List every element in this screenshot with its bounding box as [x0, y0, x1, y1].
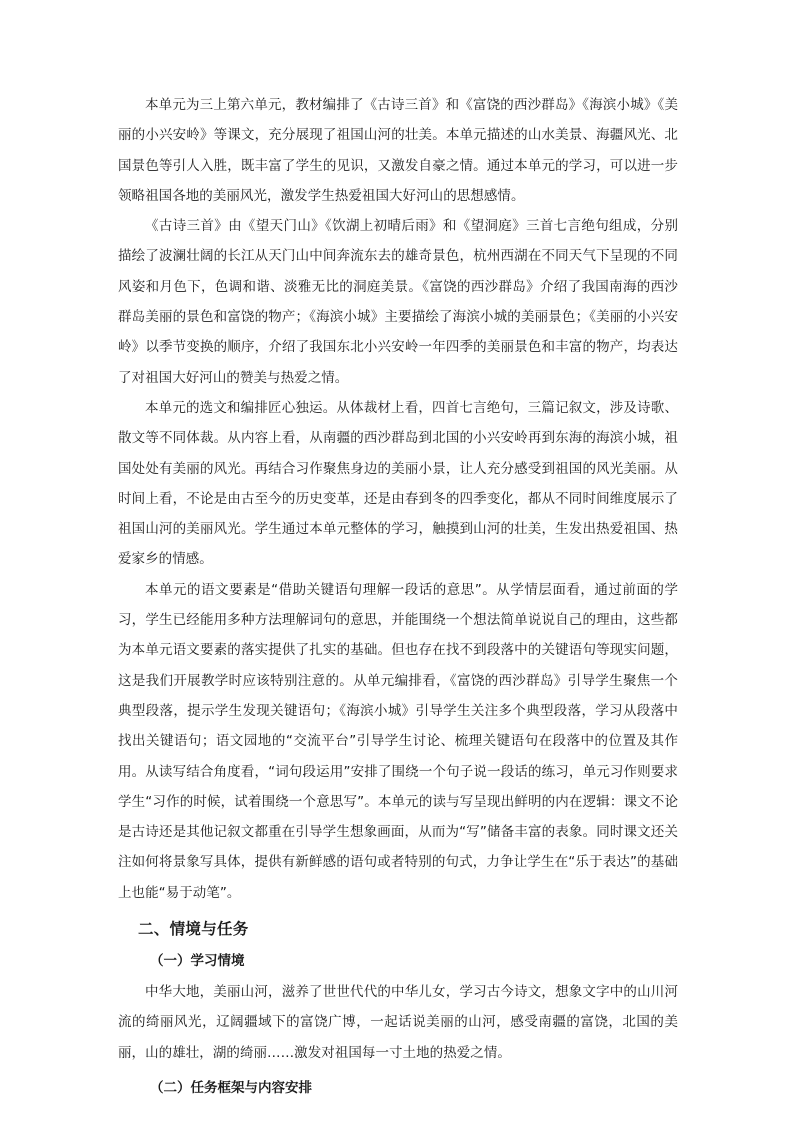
- subheading-learning-situation: （一）学习情境: [150, 953, 245, 970]
- intro-paragraph-3: 本单元的选文和编排匠心独运。从体裁材上看，四首七言绝句，三篇记叙文，涉及诗歌、散文等不同体裁。从内容上看，从南疆的西沙群岛到北国的小兴安岭再到东海的海滨小城，祖国处处有美丽的风光。再结合习作聚焦身边的美丽小景，让人充分感受到祖国的风光美丽。从时间上看，不论是由古至今的历史变革，还是由春到冬的四季变化，都从不同时间维度展示了祖国山河的美丽风光。学生通过本单元整体的学习，触摸到山河的壮美，生发出热爱祖国、热爱家乡的情感。: [118, 399, 678, 568]
- subheading-task-framework: （二）任务框架与内容安排: [150, 1079, 312, 1096]
- learning-situation-paragraph: 中华大地，美丽山河，滋养了世世代代的中华儿女，学习古今诗文，想象文字中的山川河流的绮丽风光，辽阔疆域下的富饶广博，一起话说美丽的山河，感受南疆的富饶，北国的美丽，山的雄壮，湖的绮丽……激发对祖国每一寸土地的热爱之情。: [118, 984, 678, 1061]
- intro-paragraph-1: 本单元为三上第六单元，教材编排了《古诗三首》和《富饶的西沙群岛》《海滨小城》《美丽的小兴安岭》等课文，充分展现了祖国山河的壮美。本单元描述的山水美景、海疆风光、北国景色等引人入胜，既丰富了学生的见识，又激发自豪之情。通过本单元的学习，可以进一步领略祖国各地的美丽风光，激发学生热爱祖国大好河山的思想感情。: [118, 97, 678, 204]
- intro-paragraph-2: 《古诗三首》由《望天门山》《饮湖上初晴后雨》和《望洞庭》三首七言绝句组成，分别描绘了波澜壮阔的长江从天门山中间奔流东去的雄奇景色，杭州西湖在不同天气下呈现的不同风姿和月色下，色调和谐、淡雅无比的洞庭美景。《富饶的西沙群岛》介绍了我国南海的西沙群岛美丽的景色和富饶的物产；《海滨小城》主要描绘了海滨小城的美丽景色；《美丽的小兴安岭》以季节变换的顺序，介绍了我国东北小兴安岭一年四季的美丽景色和丰富的物产，均表达了对祖国大好河山的赞美与热爱之情。: [118, 218, 678, 386]
- section-heading-situation-task: 二、情境与任务: [138, 920, 249, 939]
- intro-paragraph-4: 本单元的语文要素是“借助关键语句理解一段话的意思”。从学情层面看，通过前面的学习，学生已经能用多种方法理解词句的意思，并能围绕一个想法简单说说自己的理由，这些都为本单元语文要素的落实提供了扎实的基础。但也存在找不到段落中的关键语句等现实问题，这是我们开展教学时应该特别注意的。从单元编排看，《富饶的西沙群岛》引导学生聚焦一个典型段落，提示学生发现关键语句；《海滨小城》引导学生关注多个典型段落，学习从段落中找出关键语句；语文园地的“交流平台”引导学生讨论、梳理关键语句在段落中的位置及其作用。从读写结合角度看，“词句段运用”安排了围绕一个句子说一段话的练习，单元习作则要求学生“习作的时候，试着围绕一个意思写”。本单元的读与写呈现出鲜明的内在逻辑：课文不论是古诗还是其他记叙文都重在引导学生想象画面，从而为“写”储备丰富的表象。同时课文还关注如何将景象写具体，提供有新鲜感的语句或者特别的句式，力争让学生在“乐于表达”的基础上也能“易于动笔”。: [118, 581, 678, 901]
- document-page: [118, 90, 678, 1104]
